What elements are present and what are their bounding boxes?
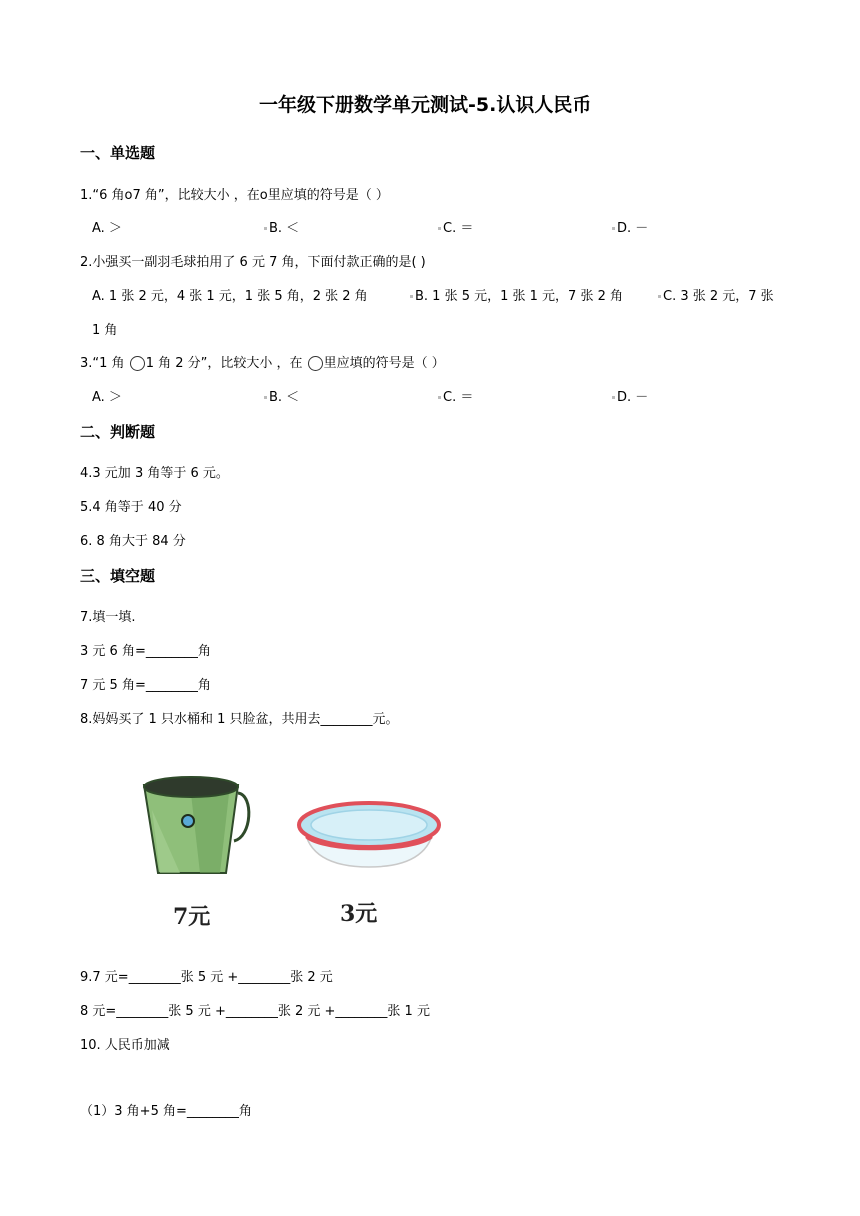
question-3-option-a[interactable]: A. ＞ (92, 390, 122, 405)
question-3-stem-part: 里应填的符号是（ ） (323, 356, 445, 371)
question-7-stem: 7.填一填. (80, 610, 136, 625)
section-heading-fill-blank: 三、填空题 (80, 567, 156, 585)
option-marker-icon (264, 396, 267, 399)
question-3-stem-part: 1 角 2 分”，比较大小 ，在 (145, 356, 307, 371)
question-10-sub-1: （1）3 角+5 角=________角 (80, 1104, 252, 1119)
option-d-label: D. － (617, 390, 649, 405)
section-heading-true-false: 二、判断题 (80, 423, 156, 441)
question-2-option-c[interactable] (658, 289, 774, 305)
option-c-label: C. 3 张 2 元，7 张 (663, 289, 774, 304)
question-8-stem: 8.妈妈买了 1 只水桶和 1 只脸盆，共用去________元。 (80, 712, 399, 727)
page-title: 一年级下册数学单元测试-5.认识人民币 (259, 94, 592, 116)
question-5: 5.4 角等于 40 分 (80, 500, 182, 515)
bucket-price: 7元 (173, 904, 211, 930)
option-d-label: D. － (617, 221, 649, 236)
option-b-label: B. ＜ (269, 221, 300, 236)
question-9-line-2: 8 元=________张 5 元 +________张 2 元 +________张 1 元 (80, 1004, 430, 1019)
basin-icon (294, 793, 444, 873)
bucket-image (130, 765, 270, 880)
basin-image (294, 793, 444, 873)
section-heading-single-choice: 一、单选题 (80, 144, 156, 162)
question-2-option-a[interactable]: A. 1 张 2 元，4 张 1 元，1 张 5 角，2 张 2 角 (92, 289, 368, 304)
option-b-label: B. ＜ (269, 390, 300, 405)
question-7-line-2: 7 元 5 角=________角 (80, 678, 211, 693)
question-1-option-c[interactable] (438, 221, 473, 237)
question-2-option-c-continued: 1 角 (92, 323, 118, 338)
question-6: 6. 8 角大于 84 分 (80, 534, 186, 549)
circle-blank-icon (130, 356, 145, 371)
option-marker-icon (612, 227, 615, 230)
option-marker-icon (438, 396, 441, 399)
question-1-option-b[interactable] (264, 221, 299, 237)
question-2-stem: 2.小强买一副羽毛球拍用了 6 元 7 角，下面付款正确的是( ) (80, 255, 426, 270)
question-3-option-d[interactable] (612, 390, 648, 406)
question-1-option-d[interactable] (612, 221, 648, 237)
question-1-stem: 1.“6 角o7 角”，比较大小 ，在o里应填的符号是（ ） (80, 188, 389, 203)
option-marker-icon (612, 396, 615, 399)
question-3-option-c[interactable] (438, 390, 473, 406)
option-marker-icon (438, 227, 441, 230)
circle-blank-icon (308, 356, 323, 371)
question-9-line-1: 9.7 元=________张 5 元 +________张 2 元 (80, 970, 333, 985)
question-3-option-b[interactable] (264, 390, 299, 406)
option-c-label: C. ＝ (443, 390, 474, 405)
question-7-line-1: 3 元 6 角=________角 (80, 644, 211, 659)
option-marker-icon (658, 295, 661, 298)
question-2-option-b[interactable] (410, 289, 623, 305)
question-1-option-a[interactable]: A. ＞ (92, 221, 122, 236)
question-10-stem: 10. 人民币加减 (80, 1038, 170, 1053)
option-marker-icon (410, 295, 413, 298)
basin-price: 3元 (340, 901, 378, 927)
question-4: 4.3 元加 3 角等于 6 元。 (80, 466, 229, 481)
bucket-icon (130, 765, 270, 880)
question-3-stem (80, 356, 445, 372)
question-3-stem-part: 3.“1 角 (80, 356, 129, 371)
option-b-label: B. 1 张 5 元，1 张 1 元，7 张 2 角 (415, 289, 624, 304)
option-c-label: C. ＝ (443, 221, 474, 236)
option-marker-icon (264, 227, 267, 230)
